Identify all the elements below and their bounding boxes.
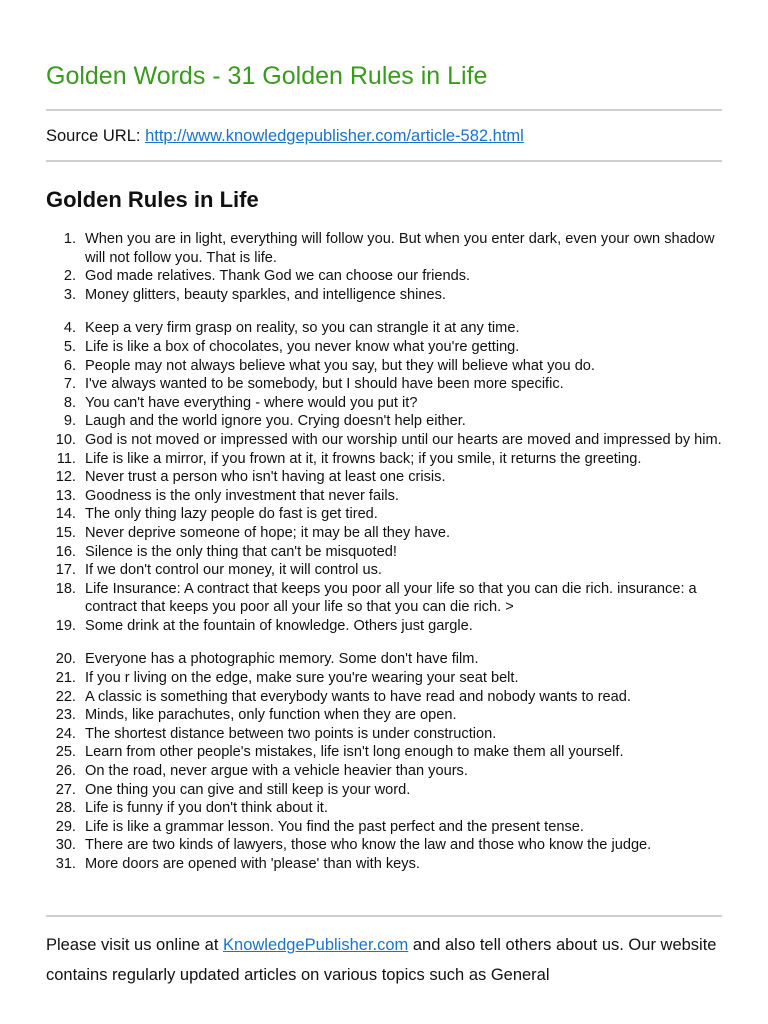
list-item: 19. Some drink at the fountain of knowledge. Others just gargle. bbox=[55, 617, 473, 634]
list-item: 25. Learn from other people's mistakes, life isn't long enough to make them all yourself. bbox=[55, 744, 624, 761]
list-item: 21. If you r living on the edge, make sure you're wearing your seat belt. bbox=[55, 670, 519, 687]
list-item: 4. Keep a very firm grasp on reality, so you can strangle it at any time. bbox=[63, 320, 520, 337]
list-item: 15. Never deprive someone of hope; it may be all they have. bbox=[55, 524, 451, 541]
golden-rules-list bbox=[46, 230, 722, 874]
list-item: 29. Life is like a grammar lesson. You find the past perfect and the present tense. bbox=[55, 818, 584, 835]
list-item: 2. God made relatives. Thank God we can choose our friends. bbox=[63, 268, 471, 285]
source-label: Source URL: bbox=[46, 127, 141, 145]
list-item: 26. On the road, never argue with a vehicle heavier than yours. bbox=[55, 763, 468, 780]
list-item: 30. There are two kinds of lawyers, those who know the law and those who know the judge. bbox=[55, 837, 652, 854]
divider bbox=[46, 109, 722, 111]
list-item: 9. Laugh and the world ignore you. Crying doesn't help either. bbox=[63, 413, 466, 430]
list-item: 12. Never trust a person who isn't having at least one crisis. bbox=[55, 469, 446, 486]
list-item: 27. One thing you can give and still keep is your word. bbox=[55, 781, 411, 798]
list-item: 5. Life is like a box of chocolates, you never know what you're getting. bbox=[63, 338, 520, 355]
source-url-link[interactable]: http://www.knowledgepublisher.com/article-582.html bbox=[145, 127, 524, 145]
source-line bbox=[46, 127, 524, 146]
list-item: 1. When you are in light, everything will follow you. But when you enter dark, even your own shadow will not follow you. That is life. bbox=[63, 231, 715, 266]
knowledgepublisher-link[interactable]: KnowledgePublisher.com bbox=[223, 936, 409, 954]
list-item: 28. Life is funny if you don't think about it. bbox=[55, 800, 328, 817]
list-item: 13. Goodness is the only investment that never fails. bbox=[55, 487, 399, 504]
list-item: 10. God is not moved or impressed with our worship until our hearts are moved and impressed by him. bbox=[55, 431, 722, 448]
list-item: 31. More doors are opened with 'please' than with keys. bbox=[55, 856, 420, 872]
list-item: 7. I've always wanted to be somebody, but I should have been more specific. bbox=[63, 376, 564, 393]
list-item: 23. Minds, like parachutes, only function when they are open. bbox=[55, 707, 457, 724]
document-title: Golden Words - 31 Golden Rules in Life bbox=[46, 62, 488, 90]
list-item: 16. Silence is the only thing that can't be misquoted! bbox=[55, 543, 397, 560]
list-item: 6. People may not always believe what you say, but they will believe what you do. bbox=[63, 357, 595, 374]
footer-paragraph bbox=[46, 930, 736, 990]
list-item: 18. Life Insurance: A contract that keeps you poor all your life so that you can die rich. insurance: a contract that keeps you poor all your life so that you can die rich. > bbox=[55, 580, 697, 616]
footer-text-before: Please visit us online at bbox=[46, 936, 224, 954]
footer-text-after: and also tell others about us. Our website contains regularly updated articles on various topics such as General bbox=[46, 936, 717, 984]
divider bbox=[46, 160, 722, 162]
list-item: 3. Money glitters, beauty sparkles, and intelligence shines. bbox=[63, 286, 446, 303]
divider bbox=[46, 915, 722, 917]
list-item: 14. The only thing lazy people do fast is get tired. bbox=[55, 506, 378, 523]
list-item: 11. Life is like a mirror, if you frown at it, it frowns back; if you smile, it returns the greeting. bbox=[56, 450, 642, 467]
list-item: 17. If we don't control our money, it will control us. bbox=[55, 562, 382, 579]
section-title: Golden Rules in Life bbox=[46, 187, 259, 212]
list-item: 20. Everyone has a photographic memory. Some don't have film. bbox=[55, 651, 479, 668]
list-item: 22. A classic is something that everybody wants to have read and nobody wants to read. bbox=[55, 688, 631, 705]
list-item: 24. The shortest distance between two points is under construction. bbox=[55, 725, 497, 742]
list-item: 8. You can't have everything - where would you put it? bbox=[63, 394, 418, 411]
